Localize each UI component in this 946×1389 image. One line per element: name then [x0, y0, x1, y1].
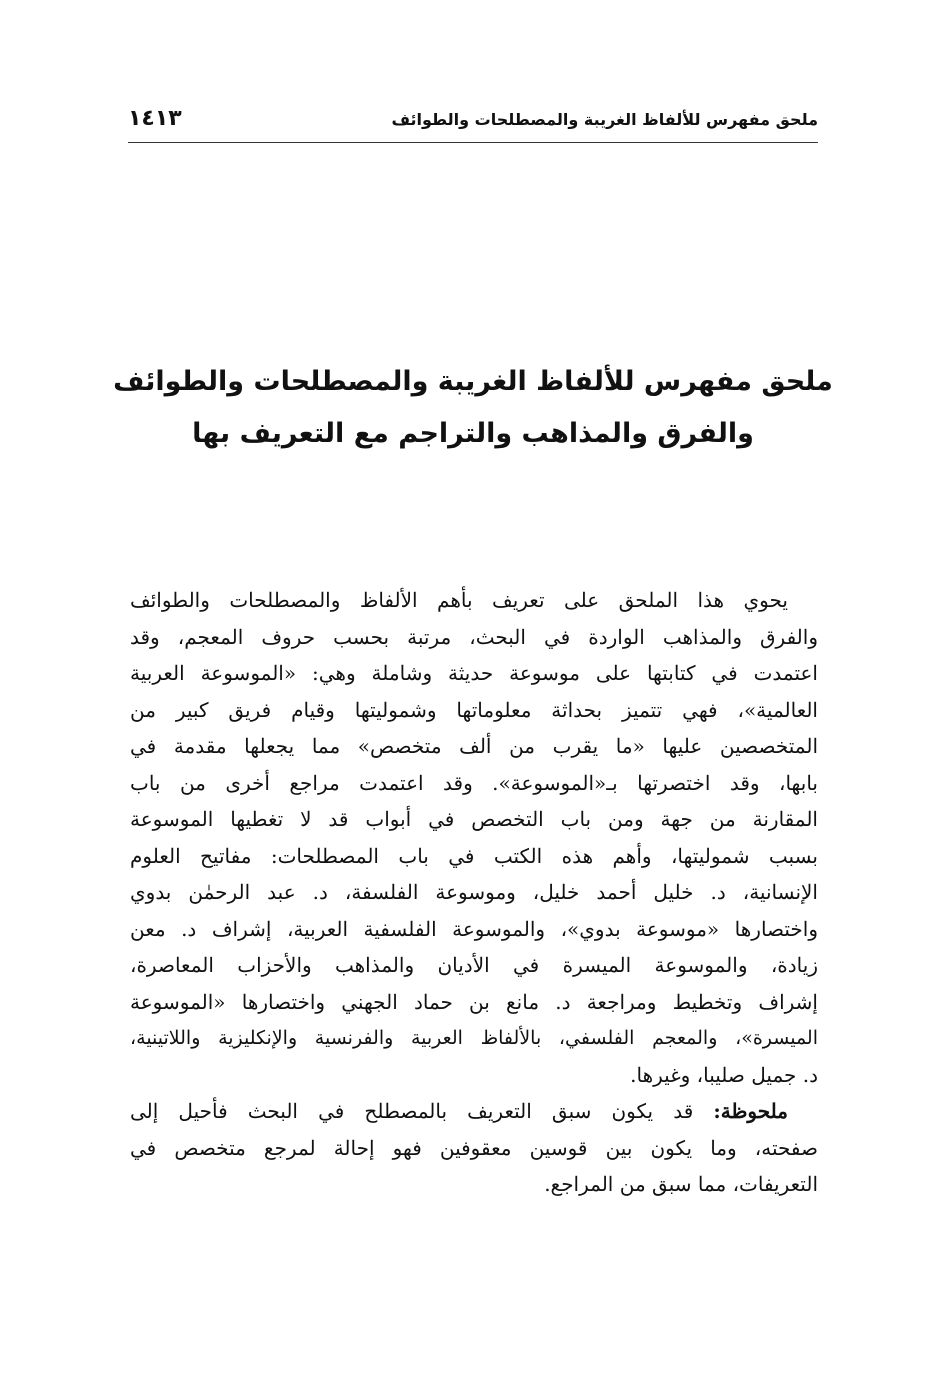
page-number: ١٤١٣ [128, 106, 182, 131]
header-rule [128, 142, 818, 143]
note-line: التعريفات، مما سبق من المراجع. [544, 1172, 818, 1196]
note-line [130, 1093, 818, 1130]
chapter-title-line-2: والفرق والمذاهب والتراجم مع التعريف بها [192, 418, 754, 449]
text-line: المقارنة من جهة ومن باب التخصص في أبواب قد لا تغطيها الموسوعة [130, 807, 818, 831]
text-line: يحوي هذا الملحق على تعريف بأهم الألفاظ والمصطلحات والطوائف [130, 588, 788, 612]
text-line: اعتمدت في كتابتها على موسوعة حديثة وشاملة وهي: «الموسوعة العربية [130, 661, 818, 685]
text-line: د. جميل صليبا، وغيرها. [630, 1062, 818, 1087]
text-line: المتخصصين عليها «ما يقرب من ألف متخصص» مما يجعلها مقدمة في [130, 734, 818, 758]
running-title: ملحق مفهرس للألفاظ الغريبة والمصطلحات والطوائف [391, 110, 818, 129]
note-line: صفحته، وما يكون بين قوسين معقوفين فهو إحالة لمرجع متخصص في [130, 1135, 818, 1160]
text-line: العالمية»، فهي تتميز بحداثة معلوماتها وشموليتها وقيام فريق كبير من [130, 697, 818, 722]
text-line: الميسرة»، والمعجم الفلسفي، بالألفاظ العربية والفرنسية والإنكليزية واللاتينية، [130, 1027, 818, 1049]
chapter-title-line-1: ملحق مفهرس للألفاظ الغريبة والمصطلحات والطوائف [113, 366, 833, 397]
note-label: ملحوظة: [713, 1099, 788, 1123]
text-line: الإنسانية، د. خليل أحمد خليل، وموسوعة الفلسفة، د. عبد الرحمٰن بدوي [130, 880, 818, 904]
text-line: والفرق والمذاهب الواردة في البحث، مرتبة بحسب حروف المعجم، وقد [130, 624, 818, 649]
page-header [128, 106, 818, 136]
text-line: بسبب شموليتها، وأهم هذه الكتب في باب المصطلحات: مفاتيح العلوم [130, 843, 818, 868]
text-line: بابها، وقد اختصرتها بـ«الموسوعة». وقد اعتمدت مراجع أخرى من باب [130, 770, 818, 795]
text-line: زيادة، والموسوعة الميسرة في الأديان والمذاهب والأحزاب المعاصرة، [130, 953, 818, 977]
body-text [130, 582, 818, 1203]
text-line: واختصارها «موسوعة بدوي»، والموسوعة الفلسفية العربية، إشراف د. معن [130, 916, 818, 941]
text-line: إشراف وتخطيط ومراجعة د. مانع بن حماد الجهني واختصارها «الموسوعة [130, 989, 818, 1014]
note-text: قد يكون سبق التعريف بالمصطلح في البحث فأحيل إلى [130, 1099, 714, 1123]
